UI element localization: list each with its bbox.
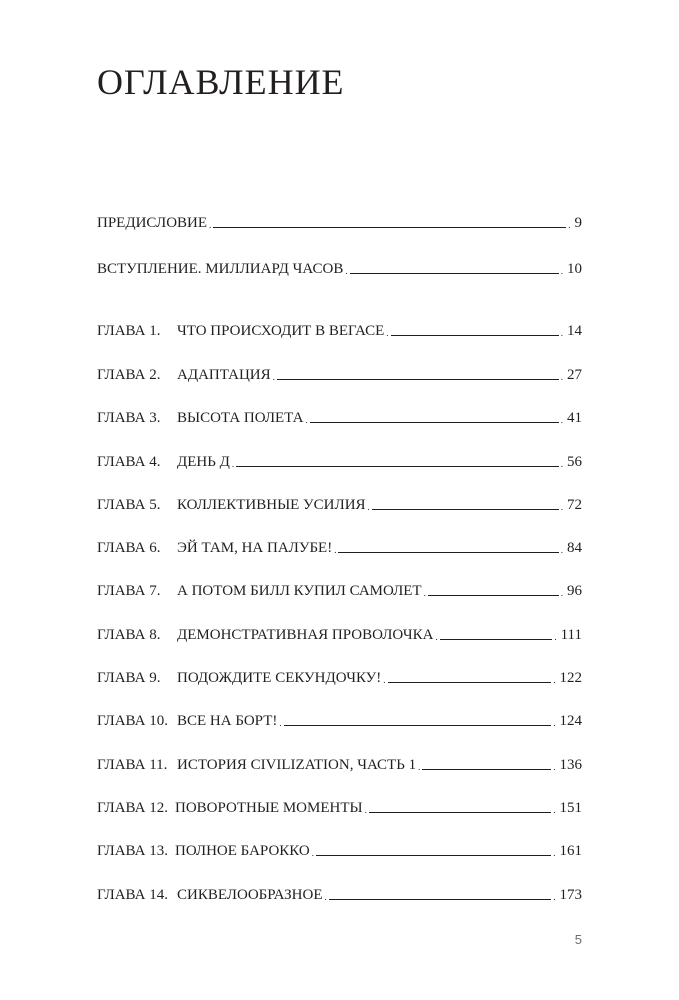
toc-entry[interactable] [97,752,582,774]
toc-leader-dot: . [311,848,314,858]
toc-entry-number: ГЛАВА 2. [97,367,161,383]
toc-entry-page: 9 [574,215,582,231]
toc-leader-dot: . [554,632,557,642]
toc-leader-dot: . [560,328,563,338]
toc-leader-line [372,509,559,510]
toc-leader-dot: . [560,459,563,469]
toc-entry-title: А ПОТОМ БИЛЛ КУПИЛ САМОЛЕТ [177,583,422,599]
toc-leader-dot: . [553,762,556,772]
toc-leader-line [236,466,559,467]
toc-entry-page: 111 [560,627,582,643]
toc-leader-dot: . [553,848,556,858]
toc-leader-line [213,227,566,228]
toc-entry-number: ГЛАВА 8. [97,627,161,643]
toc-leader-dot: . [272,372,275,382]
toc-leader-dot: . [386,328,389,338]
toc-leader-dot: . [553,718,556,728]
toc-entry[interactable] [97,405,582,427]
toc-entry-title: ВСЕ НА БОРТ! [177,713,278,729]
toc-leader-line [440,639,553,640]
toc-leader-dot: . [560,545,563,555]
toc-leader-dot: . [553,675,556,685]
toc-entry-title: ДЕМОНСТРАТИВНАЯ ПРОВОЛОЧКА [177,627,434,643]
toc-entry-title: ДЕНЬ Д [177,454,230,470]
toc-leader-dot: . [279,718,282,728]
toc-leader-line [422,769,551,770]
toc-leader-dot: . [560,372,563,382]
toc-leader-dot: . [345,266,348,276]
toc-entry-page: 173 [559,887,582,903]
toc-entry-page: 136 [559,757,582,773]
toc-entry-title: ВСТУПЛЕНИЕ. МИЛЛИАРД ЧАСОВ [97,261,344,277]
toc-entry-title: ИСТОРИЯ CIVILIZATION, ЧАСТЬ 1 [177,757,417,773]
toc-leader-dot: . [560,266,563,276]
toc-leader-dot: . [334,545,337,555]
toc-entry-page: 96 [567,583,582,599]
toc-leader-dot: . [305,415,308,425]
toc-entry[interactable] [97,708,582,730]
toc-entry[interactable] [97,578,582,600]
toc-entry[interactable] [97,882,582,904]
toc-leader-line [428,595,559,596]
toc-leader-dot: . [423,588,426,598]
toc-entry-page: 124 [559,713,582,729]
toc-leader-dot: . [418,762,421,772]
toc-entry-title: ЧТО ПРОИСХОДИТ В ВЕГАСЕ [177,323,385,339]
toc-entry-number: ГЛАВА 5. [97,497,161,513]
toc-entry-page: 27 [567,367,582,383]
toc-entry[interactable] [97,210,582,232]
toc-entry[interactable] [97,665,582,687]
toc-entry[interactable] [97,362,582,384]
toc-entry-page: 72 [567,497,582,513]
toc-leader-line [369,812,551,813]
toc-leader-line [329,899,552,900]
toc-entry-number: ГЛАВА 13. [97,843,168,859]
toc-entry-page: 122 [559,670,582,686]
toc-entry-page: 151 [559,800,582,816]
toc-entry[interactable] [97,256,582,278]
toc-leader-dot: . [560,415,563,425]
toc-entry-page: 84 [567,540,582,556]
page-title: ОГЛАВЛЕНИЕ [97,62,345,102]
toc-entry[interactable] [97,795,582,817]
toc-leader-line [388,682,552,683]
toc-entry-title: КОЛЛЕКТИВНЫЕ УСИЛИЯ [177,497,366,513]
toc-entry-number: ГЛАВА 1. [97,323,161,339]
toc-entry-title: СИКВЕЛООБРАЗНОЕ [177,887,323,903]
toc-entry-title: ПОДОЖДИТЕ СЕКУНДОЧКУ! [177,670,382,686]
toc-leader-line [350,273,559,274]
toc-entry-page: 14 [567,323,582,339]
toc-leader-dot: . [553,805,556,815]
toc-leader-dot: . [209,220,212,230]
toc-leader-dot: . [231,459,235,469]
toc-leader-line [338,552,558,553]
toc-leader-line [284,725,552,726]
toc-leader-line [391,335,559,336]
toc-entry-number: ГЛАВА 14. [97,887,168,903]
toc-entry-number: ГЛАВА 3. [97,410,161,426]
toc-entry-page: 161 [559,843,582,859]
toc-leader-dot: . [367,502,370,512]
toc-entry-page: 56 [567,454,582,470]
toc-leader-dot: . [324,892,327,902]
toc-entry[interactable] [97,838,582,860]
toc-entry-title: ЭЙ ТАМ, НА ПАЛУБЕ! [177,540,333,556]
toc-leader-line [277,379,559,380]
toc-entry-number: ГЛАВА 10. [97,713,168,729]
toc-entry-number: ГЛАВА 11. [97,757,168,773]
toc-entry-page: 10 [567,261,582,277]
toc-entry-number: ГЛАВА 6. [97,540,161,556]
toc-entry[interactable] [97,449,582,471]
toc-entry-number: ГЛАВА 9. [97,670,161,686]
toc-leader-dot: . [364,805,367,815]
toc-leader-dot: . [435,632,438,642]
toc-leader-line [310,422,559,423]
toc-entry-number: ГЛАВА 12. [97,800,168,816]
toc-entry-title: ПРЕДИСЛОВИЕ [97,215,208,231]
toc-leader-dot: . [560,502,563,512]
toc-entry[interactable] [97,535,582,557]
toc-entry-title: АДАПТАЦИЯ [177,367,271,383]
toc-entry-title: ПОВОРОТНЫЕ МОМЕНТЫ [175,800,363,816]
toc-entry[interactable] [97,492,582,514]
toc-entry-title: ВЫСОТА ПОЛЕТА [177,410,304,426]
toc-entry-number: ГЛАВА 7. [97,583,161,599]
toc-entry-page: 41 [567,410,582,426]
toc-leader-dot: . [560,588,563,598]
toc-entry-number: ГЛАВА 4. [97,454,161,470]
toc-entry[interactable] [97,622,582,644]
toc-leader-dot: . [553,892,556,902]
toc-entry[interactable] [97,318,582,340]
toc-leader-dot: . [383,675,386,685]
toc-leader-line [316,855,551,856]
toc-leader-dot: . [568,220,571,230]
page-number: 5 [574,932,582,947]
toc-entry-title: ПОЛНОЕ БАРОККО [175,843,310,859]
